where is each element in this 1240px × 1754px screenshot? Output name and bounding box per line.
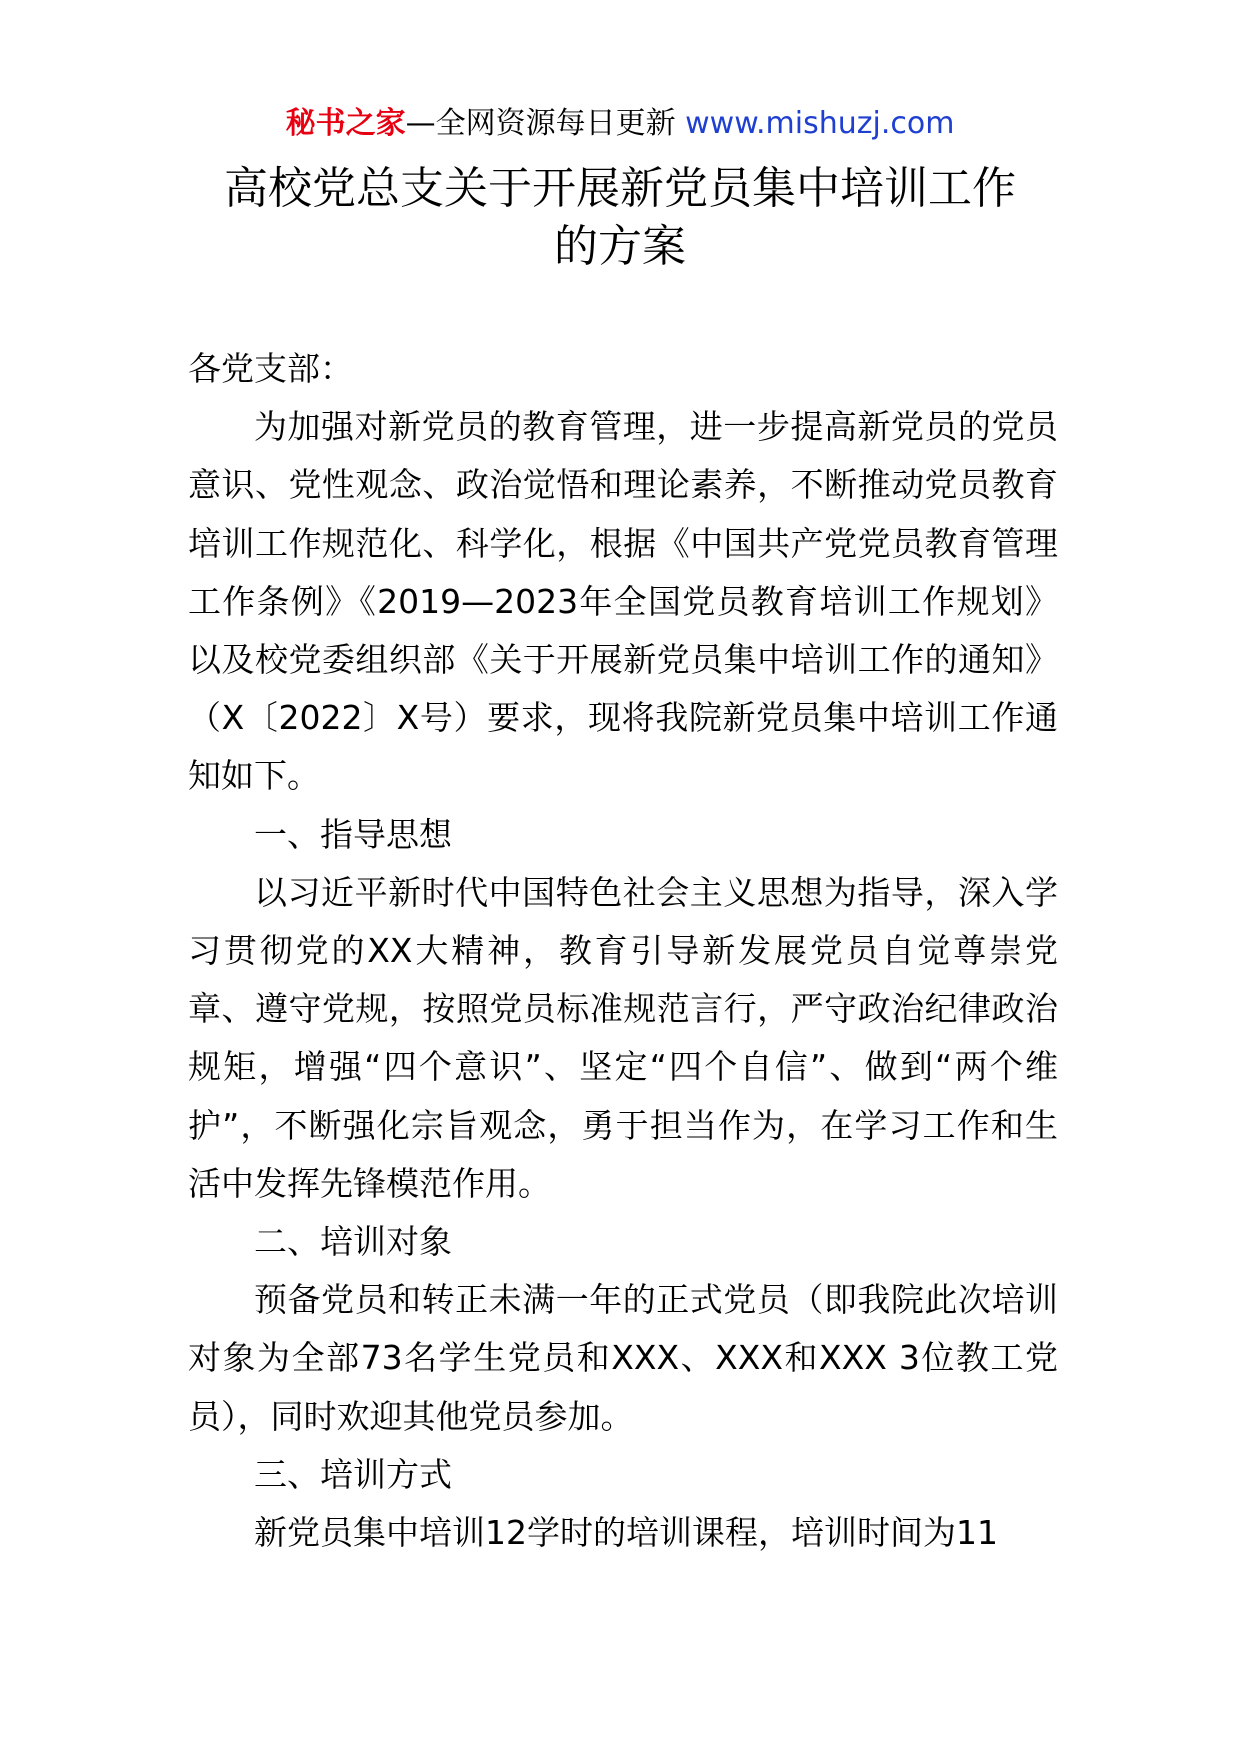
section-heading-training-targets: 二、培训对象 [254, 1222, 452, 1262]
header-tagline: —全网资源每日更新 [405, 106, 676, 141]
brand-name: 秘书之家 [285, 106, 406, 141]
title-line-2: 的方案 [554, 221, 686, 272]
document-title [120, 160, 1120, 276]
section-heading-guiding-thought: 一、指导思想 [254, 814, 452, 854]
document-body [188, 340, 1058, 1562]
training-method-paragraph: 新党员集中培训12学时的培训课程，培训时间为11 [254, 1513, 998, 1553]
site-url-link[interactable]: www.mishuzj.com [685, 106, 955, 141]
site-header [0, 104, 1240, 144]
title-line-1: 高校党总支关于开展新党员集中培训工作 [224, 163, 1016, 214]
section-heading-training-method: 三、培训方式 [254, 1454, 452, 1494]
intro-paragraph: 为加强对新党员的教育管理，进一步提高新党员的党员意识、党性观念、政治觉悟和理论素养，不断推动党员教育培训工作规范化、科学化，根据《中国共产党党员教育管理工作条例》《2019—2023年全国党员教育培训工作规划》以及校党委组织部《关于开展新党员集中培训工作的通知》（X〔2022〕X号）要求，现将我院新党员集中培训工作通知如下。 [188, 407, 1058, 796]
training-targets-paragraph: 预备党员和转正未满一年的正式党员（即我院此次培训对象为全部73名学生党员和XXX、XXX和XXX 3位教工党员），同时欢迎其他党员参加。 [188, 1280, 1058, 1436]
salutation: 各党支部： [188, 349, 353, 388]
guiding-thought-paragraph: 以习近平新时代中国特色社会主义思想为指导，深入学习贯彻党的XX大精神，教育引导新发展党员自觉尊崇党章、遵守党规，按照党员标准规范言行，严守政治纪律政治规矩，增强“四个意识”、坚定“四个自信”、做到“两个维护”，不断强化宗旨观念，勇于担当作为，在学习工作和生活中发挥先锋模范作用。 [188, 872, 1058, 1203]
